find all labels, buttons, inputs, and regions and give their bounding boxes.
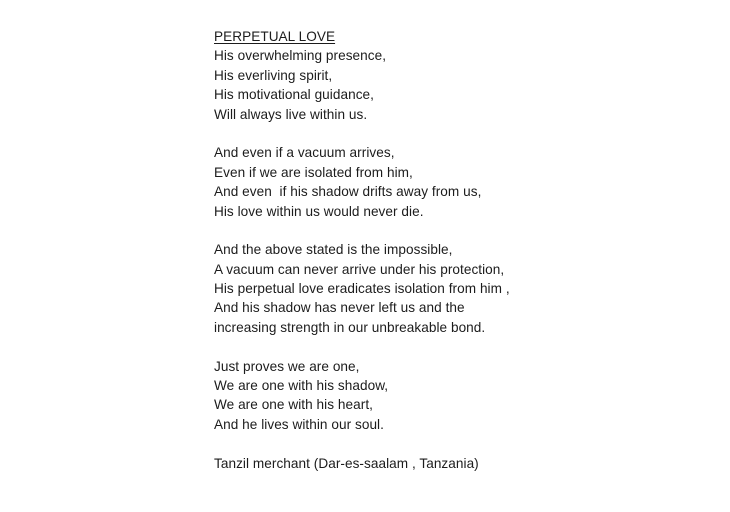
poem-line: And he lives within our soul. (214, 416, 384, 432)
stanza-2 (214, 143, 694, 221)
poem-line: And even if his shadow drifts away from us, (214, 184, 482, 200)
stanza-break (214, 337, 694, 356)
poem-line: Even if we are isolated from him, (214, 164, 413, 180)
poem-line: Will always live within us. (214, 106, 368, 122)
poem-line: And the above stated is the impossible, (214, 242, 453, 258)
stanza-break (214, 221, 694, 240)
stanza-3 (214, 240, 694, 337)
poem-line: Just proves we are one, (214, 358, 360, 374)
stanza-1 (214, 46, 694, 124)
poem-line: We are one with his shadow, (214, 378, 389, 394)
poem-author: Tanzil merchant (Dar-es-saalam , Tanzania) (214, 455, 479, 471)
poem-line: His perpetual love eradicates isolation from him , (214, 281, 510, 297)
stanza-4 (214, 357, 694, 435)
poem-line: And his shadow has never left us and the (214, 300, 465, 316)
poem-line: increasing strength in our unbreakable bond. (214, 319, 486, 335)
stanza-break (214, 434, 694, 453)
poem-line: His love within us would never die. (214, 203, 424, 219)
poem-line: We are one with his heart, (214, 397, 373, 413)
poem-line: A vacuum can never arrive under his protection, (214, 261, 505, 277)
poem-line: His overwhelming presence, (214, 48, 387, 64)
poem-line: His motivational guidance, (214, 87, 374, 103)
poem-document (214, 27, 694, 473)
poem-line: His everliving spirit, (214, 67, 333, 83)
poem-line: And even if a vacuum arrives, (214, 145, 395, 161)
poem-title: PERPETUAL LOVE (214, 29, 336, 44)
stanza-break (214, 124, 694, 143)
